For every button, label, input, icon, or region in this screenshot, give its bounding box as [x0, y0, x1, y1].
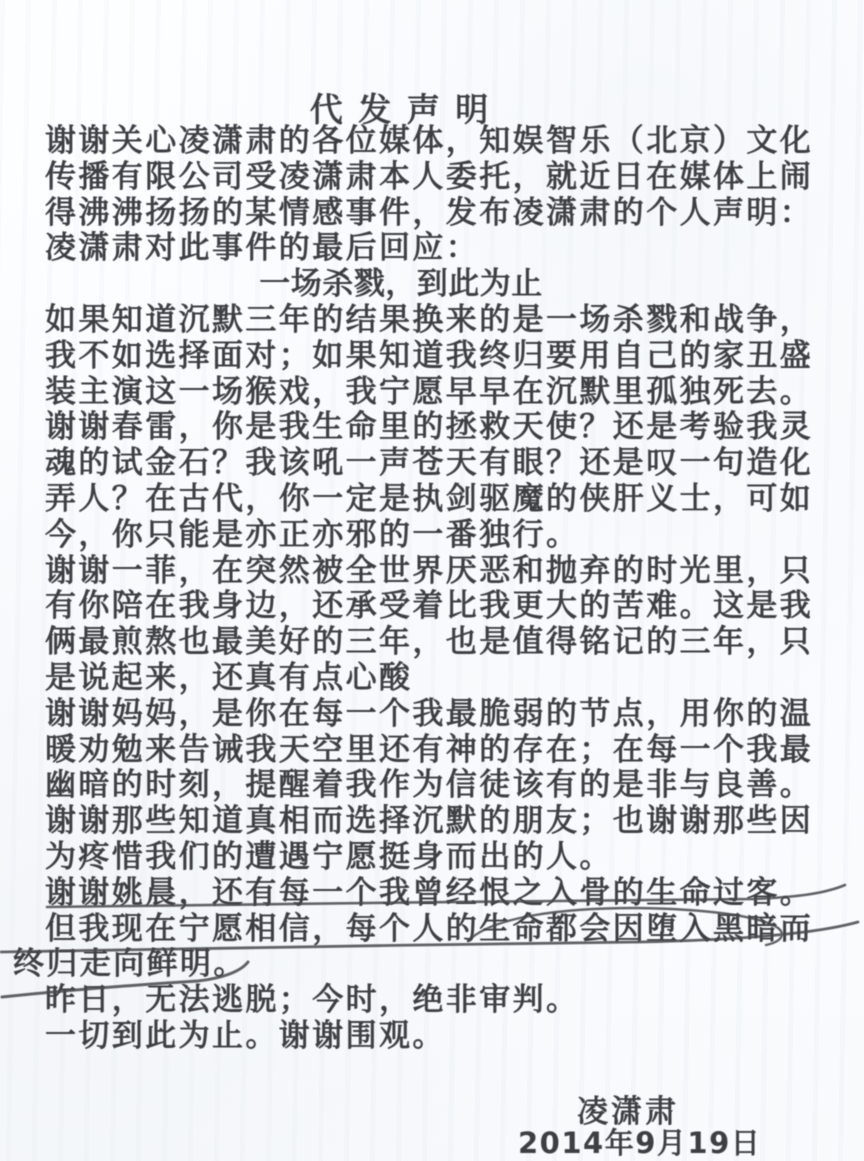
statement-line: 谢谢关心凌潇肃的各位媒体，知娱智乐（北京）文化 — [45, 123, 814, 159]
statement-line: 传播有限公司受凌潇肃本人委托，就近日在媒体上闹 — [45, 158, 814, 195]
statement-line: 魂的试金石？我该吼一声苍天有眼？还是叹一句造化 — [45, 445, 814, 482]
statement-line-underlined: 但我现在宁愿相信，每个人的生命都会因堕入黑暗而 — [45, 910, 814, 947]
signature-date: 2014年9月19日 — [518, 1126, 762, 1160]
statement-line: 谢谢一菲，在突然被全世界厌恶和抛弃的时光里，只 — [45, 552, 814, 589]
statement-line: 装主演这一场猴戏，我宁愿早早在沉默里孤独死去。 — [45, 373, 814, 410]
statement-line: 得沸沸扬扬的某情感事件，发布凌潇肃的个人声明： — [45, 194, 814, 231]
signature-name: 凌潇肃 — [577, 1094, 679, 1130]
statement-line: 弄人？在古代，你一定是执剑驱魔的侠肝义士，可如 — [45, 480, 814, 517]
statement-line: 暖劝勉来告诫我天空里还有神的存在；在每一个我最 — [45, 731, 814, 768]
statement-line: 我不如选择面对；如果知道我终归要用自己的家丑盛 — [45, 337, 814, 374]
statement-line-underlined: 谢谢姚晨，还有每一个我曾经恨之入骨的生命过客。 — [45, 874, 814, 911]
statement-line: 昨日，无法逃脱；今时，绝非审判。 — [45, 982, 580, 1019]
statement-body — [13, 123, 825, 1055]
statement-line: 有你陪在我身边，还承受着比我更大的苦难。这是我 — [45, 588, 814, 625]
statement-line: 俩最煎熬也最美好的三年，也是值得铭记的三年，只 — [45, 624, 814, 661]
statement-line: 谢谢那些知道真相而选择沉默的朋友；也谢谢那些因 — [45, 803, 814, 840]
statement-line: 如果知道沉默三年的结果换来的是一场杀戮和战争， — [45, 301, 814, 338]
statement-line: 是说起来，还真有点心酸 — [45, 659, 413, 696]
statement-line: 幽暗的时刻，提醒着我作为信徒该有的是非与良善。 — [45, 767, 814, 804]
statement-line: 一切到此为止。谢谢围观。 — [45, 1017, 446, 1054]
statement-line: 凌潇肃对此事件的最后回应： — [45, 230, 480, 267]
statement-subheading: 一场杀戮，到此为止 — [259, 266, 543, 303]
statement-line: 为疼惜我们的遭遇宁愿挺身而出的人。 — [45, 838, 613, 875]
page-title: 代 发 声 明 — [309, 90, 491, 129]
statement-line: 谢谢妈妈，是你在每一个我最脆弱的节点，用你的温 — [45, 695, 814, 732]
statement-line-underlined: 终归走向鲜明。 — [13, 946, 247, 983]
statement-line: 谢谢春雷，你是我生命里的拯救天使？还是考验我灵 — [45, 409, 814, 446]
statement-line: 今，你只能是亦正亦邪的一番独行。 — [45, 516, 580, 553]
